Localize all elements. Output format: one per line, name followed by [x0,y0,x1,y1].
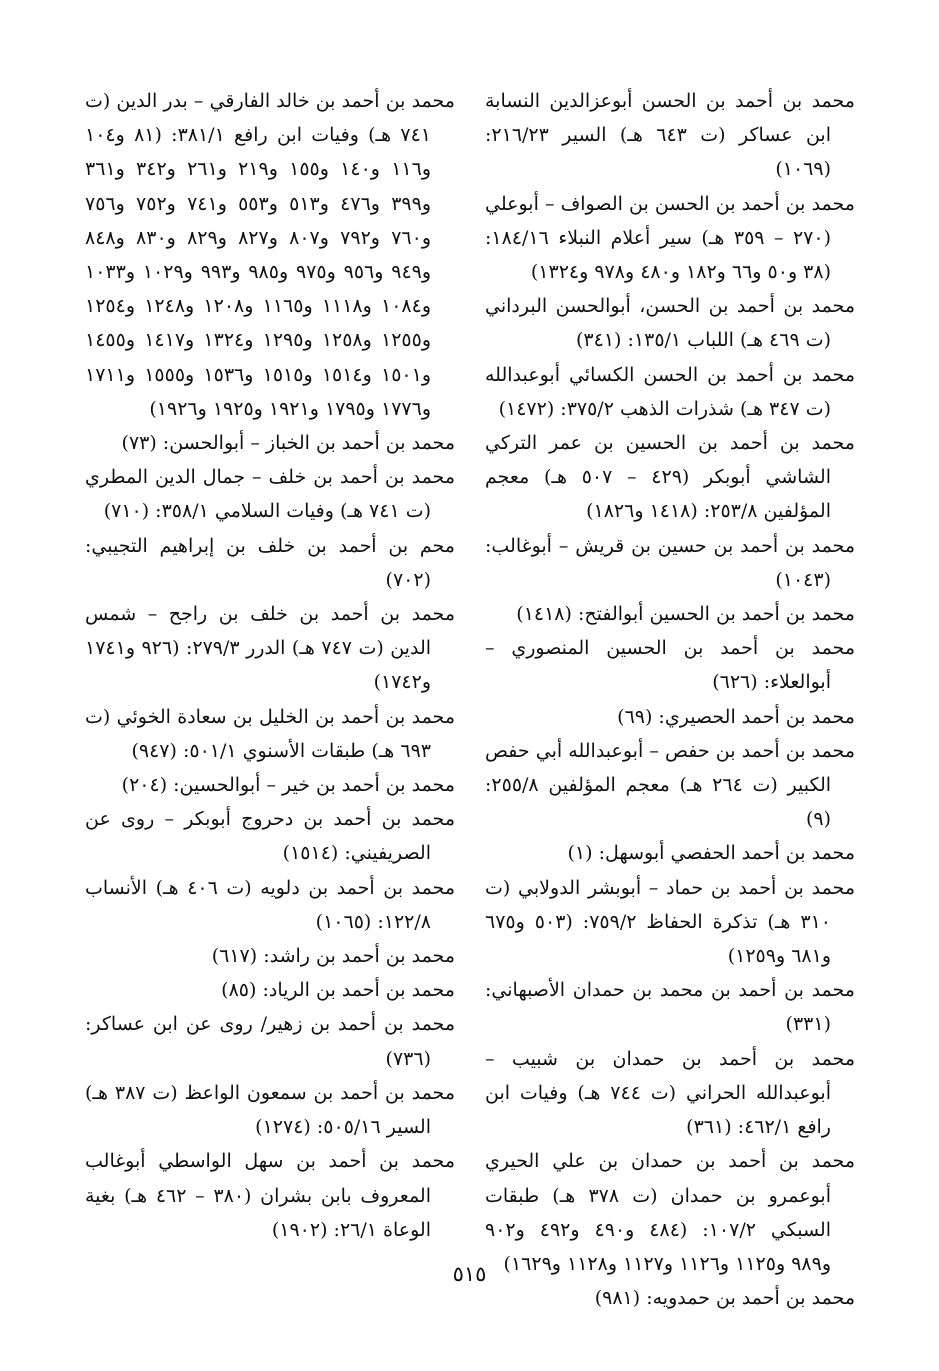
page-number: ٥١٥ [452,1262,487,1286]
index-entry: محمد بن أحمد بن حمدان بن شبيب – أبوعبدالله الحراني (ت ٧٤٤ هـ) وفيات ابن رافع ٤٦٢/١: (٣٦١) [485,1047,855,1139]
index-entry: محمد بن أحمد الحفصي أبوسهل: (١) [567,842,855,865]
index-entry: محمد بن أحمد بن حمدان بن علي الحيري أبوعمرو بن حمدان (ت ٣٧٨ هـ) طبقات السبكي ١٠٧/٢: (٤٨٤ و٤٩٠ و٤٩٢ و٩٠٢ و٩٨٩ و١١٢٥ و١١٢٦ و١١٢٧ و١١٢٨ و١٦٢٩) [485,1150,855,1275]
index-entry: محمد بن أحمد بن الحسين أبوالفتح: (١٤١٨) [516,603,855,626]
index-entry: محمد بن أحمد بن الخليل بن سعادة الخوئي (ت ٦٩٣ هـ) طبقات الأسنوي ٥٠١/١: (٩٤٧) [85,705,455,762]
index-entry: محمد بن أحمد بن دحروج أبوبكر – روى عن الصريفيني: (١٥١٤) [85,808,455,865]
index-entry: محمد بن أحمد بن حماد – أبوبشر الدولابي (ت ٣١٠ هـ) تذكرة الحفاظ ٧٥٩/٢: (٥٠٣ و٦٧٥ و٦٨١ و١٢٥٩) [485,876,855,968]
index-entry: محمد بن أحمد بن حسين بن قريش – أبوغالب: (١٠٤٣) [485,534,855,591]
index-entry: محمد بن أحمد بن الحسن أبوعزالدين النسابة ابن عساكر (ت ٦٤٣ هـ) السير ٢١٦/٢٣: (١٠٦٩) [485,90,855,181]
right-column [485,84,855,1315]
index-entry: محم بن أحمد بن خلف بن إبراهيم التجيبي: (٧٠٢) [85,534,455,591]
index-entry: محمد بن أحمد بن الحسن، أبوالحسن البرداني (ت ٤٦٩ هـ) اللباب ١٣٥/١: (٣٤١) [485,295,855,352]
index-entry: محمد بن أحمد بن الحسين بن عمر التركي الشاشي أبوبكر (٤٢٩ – ٥٠٧ هـ) معجم المؤلفين ٢٥٣/٨: (١٤١٨ و١٨٢٦) [485,432,855,523]
index-entry: محمد بن أحمد بن الخباز – أبوالحسن: (٧٣) [121,432,455,455]
index-entry: محمد بن أحمد بن سهل الواسطي أبوغالب المعروف بابن بشران (٣٨٠ – ٤٦٢ هـ) بغية الوعاة ٢٦/١: (١٩٠٢) [85,1150,455,1241]
index-entry: محمد بن أحمد بن سمعون الواعظ (ت ٣٨٧ هـ) السير ٥٠٥/١٦: (١٢٧٤) [85,1081,455,1139]
index-entry: محمد بن أحمد بن خلف بن راجح – شمس الدين (ت ٧٤٧ هـ) الدرر ٢٧٩/٣: (٩٢٦ و١٧٤١ و١٧٤٢) [85,603,455,694]
index-entry: محمد بن أحمد بن الحسن بن الصواف – أبوعلي (٢٧٠ – ٣٥٩ هـ) سير أعلام النبلاء ١٨٤/١٦: (٣٨ و٥٠ و٦٦ و١٨٢ و٤٨٠ و٩٧٨ و١٣٢٤) [485,192,855,284]
index-entry: محمد بن أحمد بن الرياد: (٨٥) [221,979,455,1002]
index-entry: محمد بن أحمد بن دلويه (ت ٤٠٦ هـ) الأنساب ١٢٢/٨: (١٠٦٥) [85,876,455,933]
index-entry: محمد بن أحمد بن حفص – أبوعبدالله أبي حفص الكبير (ت ٢٦٤ هـ) معجم المؤلفين ٢٥٥/٨: (٩) [485,739,855,831]
index-entry: محمد بن أحمد الحصيري: (٦٩) [617,705,855,728]
index-entry: محمد بن أحمد بن حمدويه: (٩٨١) [594,1287,855,1310]
left-column [85,84,455,1247]
index-entry: محمد بن أحمد بن خلف – جمال الدين المطري (ت ٧٤١ هـ) وفيات السلامي ٣٥٨/١: (٧١٠) [85,466,455,523]
index-entry: محمد بن أحمد بن خير – أبوالحسين: (٢٠٤) [121,774,455,797]
index-entry: محمد بن أحمد بن راشد: (٦١٧) [211,945,455,968]
index-entry: محمد بن أحمد بن محمد بن حمدان الأصبهاني: (٣٣١) [485,979,855,1036]
index-entry: محمد بن أحمد بن الحسين المنصوري – أبوالعلاء: (٦٢٦) [485,637,855,694]
index-entry: محمد بن أحمد بن زهير/ روى عن ابن عساكر: (٧٣٦) [85,1013,455,1070]
index-entry: محمد بن أحمد بن خالد الفارقي – بدر الدين (ت ٧٤١ هـ) وفيات ابن رافع ٣٨١/١: (٨١ و١٠٤ و١١٦ و١٤٠ و١٥٥ و٢١٩ و٢٦١ و٣٤٢ و٣٦١ و٣٩٩ و٤٧٦ و٥١٣ و٥٥٣ و٧٤١ و٧٥٢ و٧٥٦ و٧٦٠ و٧٩٢ و٨٠٧ و٨٢٧ و٨٢٩ و٨٣٠ و٨٤٨ و٩٤٩ و٩٥٦ و٩٧٥ و٩٨٥ و٩٩٣ و١٠٢٩ و١٠٣٣ و١٠٨٤ و١١١٨ و١١٦٥ و١٢٠٨ و١٢٤٨ و١٢٥٤ و١٢٥٥ و١٢٥٨ و١٢٩٥ و١٣٢٤ و١٤١٧ و١٤٥٥ و١٥٠١ و١٥١٤ و١٥١٥ و١٥٣٦ و١٥٥٥ و١٧١١ و١٧٧٦ و١٧٩٥ و١٩٢١ و١٩٢٥ و١٩٢٦) [85,90,455,420]
index-entry: محمد بن أحمد بن الحسن الكسائي أبوعبدالله (ت ٣٤٧ هـ) شذرات الذهب ٣٧٥/٢: (١٤٧٢) [485,363,855,420]
